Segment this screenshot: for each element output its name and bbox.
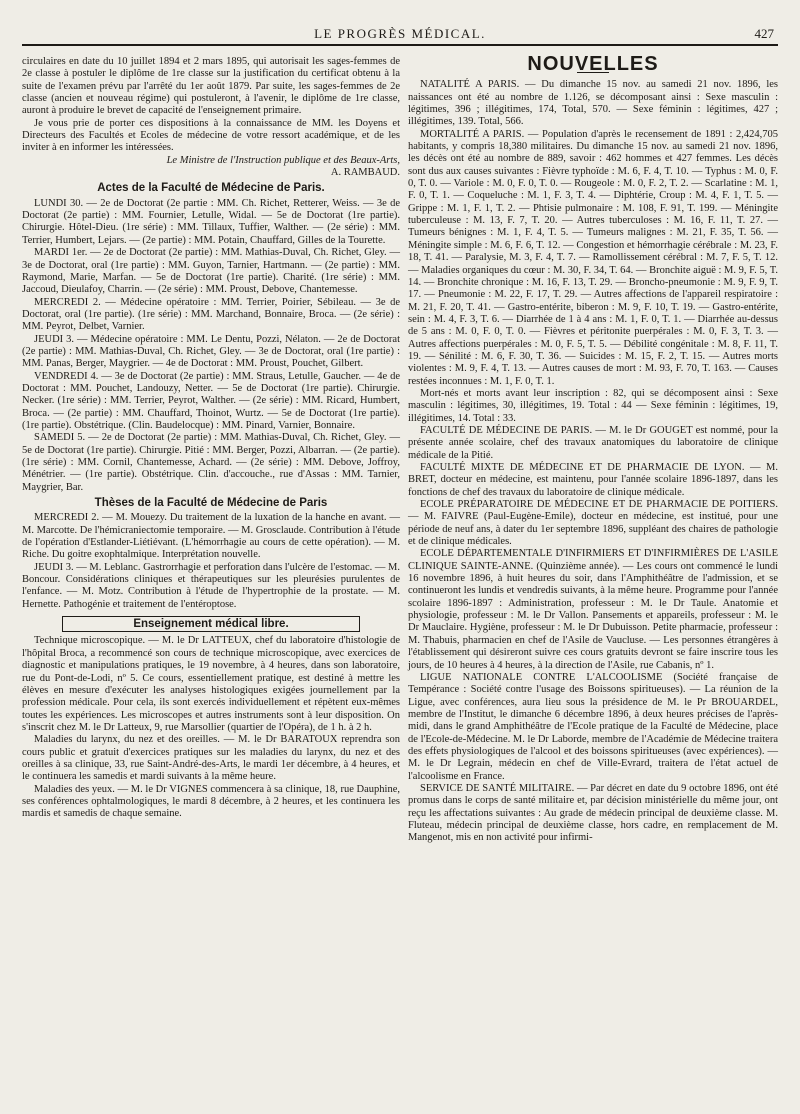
section-heading: Actes de la Faculté de Médecine de Paris.: [97, 182, 325, 195]
paragraph: MERCREDI 2. — M. Mouezy. Du traitement de la luxation de la hanche en avant. — M. Marcotte. De l'hémicraniectomie temporaire. — M. Grosclaude. Contribution à l'étude de l'opération d'Estlander-Liétiévant. (L'hémorrhagie au cours de cette opération). — M. Riche. Du goitre exophtalmique. Interprétation nouvelle.: [22, 512, 400, 561]
paragraph: circulaires en date du 10 juillet 1894 et 2 mars 1895, qui autorisait les sages-femmes de 2e classe à postuler le diplôme de 1re classe sur la justification du certificat obtenu à la suite de l'examen prévu par l'arrêté du 1er août 1879. Par suite, les sages-femmes de 2e classe (ancien et nouveau régime) qui postuleront, à l'avenir, le diplôme de 1re classe, auront à produire le brevet de capacité de l'enseignement primaire.: [22, 56, 400, 117]
paragraph: FACULTÉ DE MÉDECINE DE PARIS. — M. le Dr GOUGET est nommé, pour la présente année scolaire, chef des travaux anatomiques du laboratoire de clinique médicale de la Pitié.: [408, 424, 778, 461]
paragraph: MERCREDI 2. — Médecine opératoire : MM. Terrier, Poirier, Sébileau. — 3e de Doctorat, oral (1re partie). (1re série) : MM. Marchand, Bonnaire, Broca. — (2e série) : MM. Peyrot, Delbet, Varnier.: [22, 296, 400, 333]
page-number: 427: [754, 26, 774, 41]
signature-name: A. RAMBAUD.: [330, 167, 400, 179]
paragraph: JEUDI 3. — Médecine opératoire : MM. Le Dentu, Pozzi, Nélaton. — 2e de Doctorat (2e partie) : MM. Mathias-Duval, Ch. Richet, Gley. — 3e de Doctorat, oral (1re partie) : MM. Panas, Berger, Maygrier. — 4e de Doctorat : MM. Proust, Pouchet, Gilbert.: [22, 333, 400, 370]
paragraph: Maladies du larynx, du nez et des oreilles. — M. le Dr BARATOUX reprendra son cours public et gratuit d'exercices pratiques sur les maladies du larynx, du nez et des oreilles à sa clinique, 33, rue Saint-André-des-Arts, le mardi 1er décembre, à 4 heures, et le continuera les samedis et mardi suivants à la même heure.: [22, 734, 400, 783]
paragraph: Maladies des yeux. — M. le Dr VIGNES commencera à sa clinique, 18, rue Dauphine, ses conférences ophtalmologiques, le mardi 8 décembre, à 2 heures, et les continuera les mardis et samedis de chaque semaine.: [22, 783, 400, 820]
paragraph: MORTALITÉ A PARIS. — Population d'après le recensement de 1891 : 2,424,705 habitants, y compris 18,380 militaires. Du dimanche 15 nov. au samedi 21 nov. 1896, les décès ont été au nombre de 889, savoir : 462 hommes et 427 femmes. Les décès sont dus aux causes suivantes : Fièvre typhoïde : M. 6, F. 4, T. 10. — Typhus : M. 0, F. 0, T. 0. — Variole : M. 0, F. 0, T. 0. — Rougeole : M. 0, F. 2, T. 2. — Scarlatine : M. 1, F. 0, T. 1. — Coqueluche : M. 1, F. 3, T. 4. — Diphtérie, Croup : M. 4, F. 1, T. 5. — Grippe : M. 1, F. 1, T. 2. — Phtisie pulmonaire : M. 108, F. 91, T. 199. — Méningite tuberculeuse : M. 13, F. 7, T. 20. — Autres tuberculoses : M. 16, F. 11, T. 27. — Tumeurs bénignes : M. 1, F. 4, T. 5. — Tumeurs malignes : M. 21, F. 35, T. 56. — Méningite simple : M. 6, F. 6, T. 12. — Congestion et hémorrhagie cérébrale : M. 23, F. 18, T. 41. — Paralysie, M. 3, F. 4, T. 7. — Ramollissement cérébral : M. 7, F. 5, T. 12. — Maladies organiques du cœur : M. 30, F. 34, T. 64. — Bronchite aiguë : M. 9, F. 5, T. 14. — Bronchite chronique : M. 16, F. 13, T. 29. — Broncho-pneumonie : M. 9, F. 9, T. 17. — Pneumonie : M. 22, F. 17, T. 29. — Autres affections de l'appareil respiratoire : M. 21, F. 20, T. 41. — Gastro-entérite, biberon : M. 9, F. 10, T. 19. — Gastro-entérite, sein : M. 4, F. 3, T. 6. — Diarrhée de 1 à 4 ans : M. 1, F. 0, T. 1. — Diarrhée au-dessus de 5 ans : M. 0, F. 0, T. 0. — Fièvres et péritonite puerpérales : M. 0, F. 3, T. 3. — Autres affections puerpérales : M. 0, F. 5, T. 5. — Débilité congénitale : M. 8, F. 11, T. 19. — Sénilité : M. 6, F. 30, T. 36. — Suicides : M. 15, F. 2, T. 15. — Autres morts violentes : M. 9, F. 4, T. 13. — Autres causes de mort : M. 93, F. 70, T. 163. — Causes restées inconnues : M. 1, F. 0, T. 1.: [408, 128, 778, 387]
paragraph: MARDI 1er. — 2e de Doctorat (2e partie) : MM. Mathias-Duval, Ch. Richet, Gley. — 3e de Doctorat, oral (1re partie) : MM. Guyon, Tarnier, Hartmann. — (2e partie) : MM. Raymond, Marie, Marfan. — 5e de Doctorat (1re partie). Charité. (1re série) : MM. Jaccoud, Dieulafoy, Charrin. — (2e série) : MM. Proust, Debove, Chantemesse.: [22, 247, 400, 296]
paragraph: SERVICE DE SANTÉ MILITAIRE. — Par décret en date du 9 octobre 1896, ont été promus dans le corps de santé militaire et, par décision ministérielle du même jour, ont reçu les affectations suivantes : Au grade de médecin principal de deuxième classe. M. Fluteau, médecin principal de deuxième classe, hors cadre, en remplacement de M. Mangenot, mis en non activité pour infirmi-: [408, 782, 778, 844]
section-title: NOUVELLES: [527, 53, 659, 75]
paragraph: LUNDI 30. — 2e de Doctorat (2e partie : MM. Ch. Richet, Retterer, Weiss. — 3e de Doctorat (2e partie) : MM. Fournier, Letulle, Widal. — 5e de Doctorat (1re partie). Chirurgie. Hôtel-Dieu. (1re série) : MM. Tillaux, Tuffier, Walther. — (2e série) : MM. Terrier, Humbert, Lejars. — (2e partie) : MM. Potain, Chauffard, Gilles de la Tourette.: [22, 197, 400, 246]
section-heading-boxed: Enseignement médical libre.: [62, 616, 360, 632]
signature-line: Le Ministre de l'Instruction publique et des Beaux-Arts,: [166, 154, 400, 166]
paragraph: SAMEDI 5. — 2e de Doctorat (2e partie) : MM. Mathias-Duval, Ch. Richet, Gley. — 5e de Doctorat (1re partie). Chirurgie. Pitié : MM. Berger, Pozzi, Albarran. — (2e partie). (1re série) : MM. Cornil, Chantemesse, Achard. — (2e série) : MM. Debove, Joffroy, Ménétrier. — (1re partie). Obstétrique. Clin. d'accouche., rue d'Assas : MM. Tarnier, Maygrier, Bar.: [22, 432, 400, 493]
header-rule: [22, 44, 778, 46]
paragraph: Mort-nés et morts avant leur inscription : 82, qui se décomposent ainsi : Sexe masculin : légitimes, 30, illégitimes, 19. Total : 44 — Sexe féminin : légitimes, 19, illégitimes, 14. Total : 33.: [408, 387, 778, 424]
journal-title: LE PROGRÈS MÉDICAL.: [314, 26, 486, 41]
paragraph: FACULTÉ MIXTE DE MÉDECINE ET DE PHARMACIE DE LYON. — M. BRET, docteur en médecine, est maintenu, pour l'année scolaire 1896-1897, dans les fonctions de chef des travaux du laboratoire de clinique médicale.: [408, 462, 778, 498]
left-column: [22, 56, 400, 821]
paragraph: NATALITÉ A PARIS. — Du dimanche 15 nov. au samedi 21 nov. 1896, les naissances ont été au nombre de 1.126, se décomposant ainsi : Sexe masculin : légitimes, 396 ; illégitimes, 174, Total, 570. — Sexe féminin : légitimes, 427 ; illégitimes, 139. Total, 566.: [408, 79, 778, 128]
paragraph: ECOLE DÉPARTEMENTALE D'INFIRMIERS ET D'INFIRMIÈRES DE L'ASILE CLINIQUE SAINTE-ANNE. (Quinzième année). — Les cours ont commencé le lundi 16 novembre 1896, à huit heures du soir, dans l'Amphithéâtre de l'admission, et se continueront les lundis et vendredis suivants, à la même heure. Programme pour l'année scolaire 1896-1897 : Administration, professeur : M. le Dr Taule. Anatomie et physiologie, professeur : M. le Dr Vallon. Pansements et appareils, professeur : M. le Dr Mauclaire. Hygiène, professeur : M. le Dr Dubuisson. Petite pharmacie, professeur : M. Thabuis, pharmacien en chef de l'Asile de Vaucluse. — Les personnes étrangères à l'établissement qui désireront suivre ces cours gratuits devront se faire inscrire tous les jours, de 10 heures à 4 heures, à la direction de l'Asile, rue Cabanis, nº 1.: [408, 548, 778, 671]
paragraph: Je vous prie de porter ces dispositions à la connaissance de MM. les Doyens et Directeurs des Facultés et Ecoles de médecine de votre ressort académique, et de les inviter à en informer les intéressées.: [22, 117, 400, 154]
paragraph: VENDREDI 4. — 3e de Doctorat (2e partie) : MM. Straus, Letulle, Gaucher. — 4e de Doctorat : MM. Pouchet, Landouzy, Netter. — 5e de Doctorat (1re partie). Chirurgie. Necker. (1re série) : MM. Terrier, Peyrot, Walther. — (2e série) : MM. Ricard, Humbert, Broca. — (2e partie) : MM. Chauffard, Thoinot, Wurtz. — 5e de Doctorat (1re partie). (1re partie). Obstétrique. (Clin. Baudelocque) : MM. Pinard, Varnier, Bonnaire.: [22, 370, 400, 431]
paragraph: LIGUE NATIONALE CONTRE L'ALCOOLISME (Société française de Tempérance : Société contre l'usage des Boissons spiritueuses). — La réunion de la Ligue, avec conférences, aura lieu sous la présidence de M. le Pr BROUARDEL, membre de l'Institut, le dimanche 6 décembre 1896, à deux heures précises de l'après-midi, dans le grand Amphithéâtre de l'Ecole pratique de la Faculté de Médecine, place de l'Ecole-de-Médecine. M. le Dr Laborde, membre de l'Académie de Médecine traitera des effets physiologiques de l'alcool et des boissons spiritueuses (avec expériences). — M. le Dr Legrain, médecin en chef de Ville-Evrard, traitera de l'état actuel de l'alcoolisme en France.: [408, 671, 778, 782]
paragraph: ECOLE PRÉPARATOIRE DE MÉDECINE ET DE PHARMACIE DE POITIERS. — M. FAIVRE (Paul-Eugène-Emile), docteur en médecine, est institué, pour une période de neuf ans, à dater du 1er septembre 1896, suppléant des chaires de pathologie et de clinique médicales.: [408, 499, 778, 548]
running-header: [22, 26, 778, 46]
section-heading: Thèses de la Faculté de Médecine de Paris: [94, 497, 328, 510]
paragraph: JEUDI 3. — M. Leblanc. Gastrorrhagie et perforation dans l'ulcère de l'estomac. — M. Boncour. Considérations cliniques et thérapeutiques sur les pleurésies purulentes de l'enfance. — M. Motz. Contribution à l'étude de l'hypertrophie de la prostate. — M. Hernette. Pathogénie et traitement de l'entéroptose.: [22, 561, 400, 610]
right-column: [408, 53, 778, 845]
paragraph: Technique microscopique. — M. le Dr LATTEUX, chef du laboratoire d'histologie de l'hôpital Broca, a recommencé son cours de technique microscopique, avec exercices de diagnostic et manipulations pratiques, le 19 novembre, à 4 heures, dans son laboratoire, rue du Pont-de-Lodi, nº 5. Ce cours, essentiellement pratique, est destiné à mettre les élèves en mesure d'exécuter les analyses histologiques exigées journellement par la profession médicale. Pour cela, ils sont exercés individuellement et répètent eux-mêmes toutes les expériences. Les microscopes et autres instruments sont à leur disposition. On s'inscrit chez M. le Dr Latteux, 9, rue Marsollier (quartier de l'Opéra), de 1 h. à 2 h.: [22, 635, 400, 733]
